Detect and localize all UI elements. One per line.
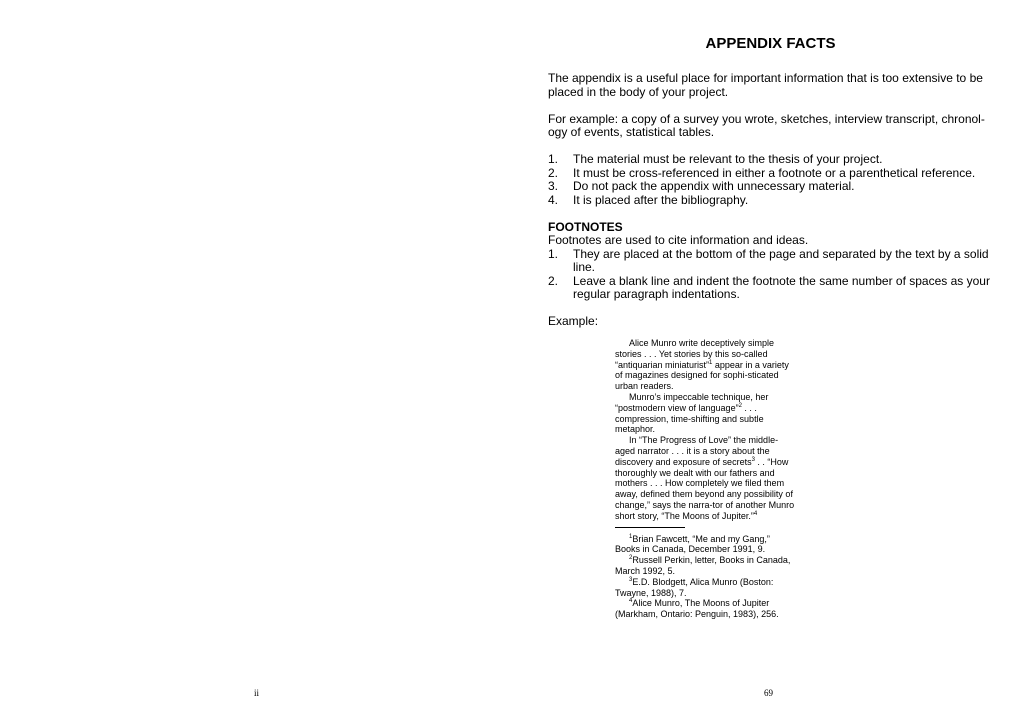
footnote <box>615 555 797 577</box>
footnotes-heading: FOOTNOTES <box>548 219 623 234</box>
list-item <box>548 248 995 275</box>
excerpt-text: Munro’s impeccable technique, her “postmodern view of language” <box>615 391 769 413</box>
list-item-number: 4. <box>548 192 559 207</box>
list-item <box>548 180 995 194</box>
example-excerpt <box>615 338 797 620</box>
example-label: Example: <box>548 314 599 328</box>
excerpt-paragraph <box>615 435 797 521</box>
list-item-text: It must be cross-referenced in either a footnote or a parenthetical reference. <box>573 165 976 180</box>
list-item-number: 2. <box>548 165 559 180</box>
list-item-text: The material must be relevant to the thesis of your project. <box>573 152 883 166</box>
footnote-separator <box>615 527 685 528</box>
example-paragraph: For example: a copy of a survey you wrote, sketches, interview transcript, chronol-ogy of events, statistical tables. <box>548 111 985 139</box>
footnote-marker: 1 <box>709 359 713 366</box>
list-item <box>548 194 995 208</box>
excerpt-paragraph <box>615 392 797 435</box>
footnote-text: Alice Munro, The Moons of Jupiter (Markham, Ontario: Penguin, 1983), 256. <box>615 598 779 620</box>
footnote <box>615 577 797 599</box>
footnote-number: 3 <box>629 576 633 583</box>
footnote-rules-list <box>548 248 995 302</box>
footnote-number: 2 <box>629 555 633 562</box>
list-item-text: Leave a blank line and indent the footnote the same number of spaces as your regular paragraph indentations. <box>573 273 990 301</box>
footnotes-intro: Footnotes are used to cite information and ideas. <box>548 233 809 247</box>
footnote-number: 4 <box>629 598 633 605</box>
list-item-number: 3. <box>548 179 559 193</box>
excerpt-paragraph <box>615 338 797 392</box>
list-item-number: 2. <box>548 273 559 288</box>
footnote-text: E.D. Blodgett, Alica Munro (Boston: Twayne, 1988), 7. <box>615 576 774 598</box>
list-item-text: It is placed after the bibliography. <box>573 192 749 207</box>
list-item-text: They are placed at the bottom of the page and separated by the text by a solid line. <box>573 246 989 274</box>
footnote-marker: 2 <box>738 402 742 409</box>
list-item-text: Do not pack the appendix with unnecessary material. <box>573 179 855 193</box>
excerpt-text: . . “How thoroughly we dealt with our fathers and mothers . . . How completely we filed them away, defined them beyond any possibility of change,” says the narra-tor of another Munro short story, “The Moons of Jupiter.” <box>615 456 795 521</box>
footnote-marker: 3 <box>751 456 755 463</box>
page-title: APPENDIX FACTS <box>705 35 836 52</box>
page-number-left: ii <box>254 688 260 698</box>
footnote <box>615 598 797 620</box>
excerpt-text: In “The Progress of Love” the middle-aged narrator . . . it is a story about the discovery and exposure of secrets <box>615 435 779 467</box>
excerpt-text: Alice Munro write deceptively simple stories . . . Yet stories by this so-called “antiquarian miniaturist” <box>615 338 775 370</box>
excerpt-text: appear in a variety of magazines designed for sophi-sticated urban readers. <box>615 359 789 392</box>
footnote-number: 1 <box>629 533 633 540</box>
footnote-text: Russell Perkin, letter, Books in Canada, March 1992, 5. <box>615 555 791 576</box>
excerpt-text: . . . compression, time-shifting and subtle metaphor. <box>615 402 764 435</box>
main-column <box>548 72 995 329</box>
list-item-number: 1. <box>548 152 559 166</box>
list-item <box>548 153 995 167</box>
footnote <box>615 534 797 556</box>
footnote-text: Brian Fawcett, “Me and my Gang,” Books in Canada, December 1991, 9. <box>615 533 770 555</box>
list-item-number: 1. <box>548 246 559 261</box>
list-item <box>548 167 995 181</box>
appendix-rules-list <box>548 153 995 207</box>
intro-paragraph: The appendix is a useful place for important information that is too extensive to be placed in the body of your project. <box>548 71 983 99</box>
list-item <box>548 275 995 302</box>
page-number-right: 69 <box>764 688 773 698</box>
footnote-marker: 4 <box>753 510 758 517</box>
